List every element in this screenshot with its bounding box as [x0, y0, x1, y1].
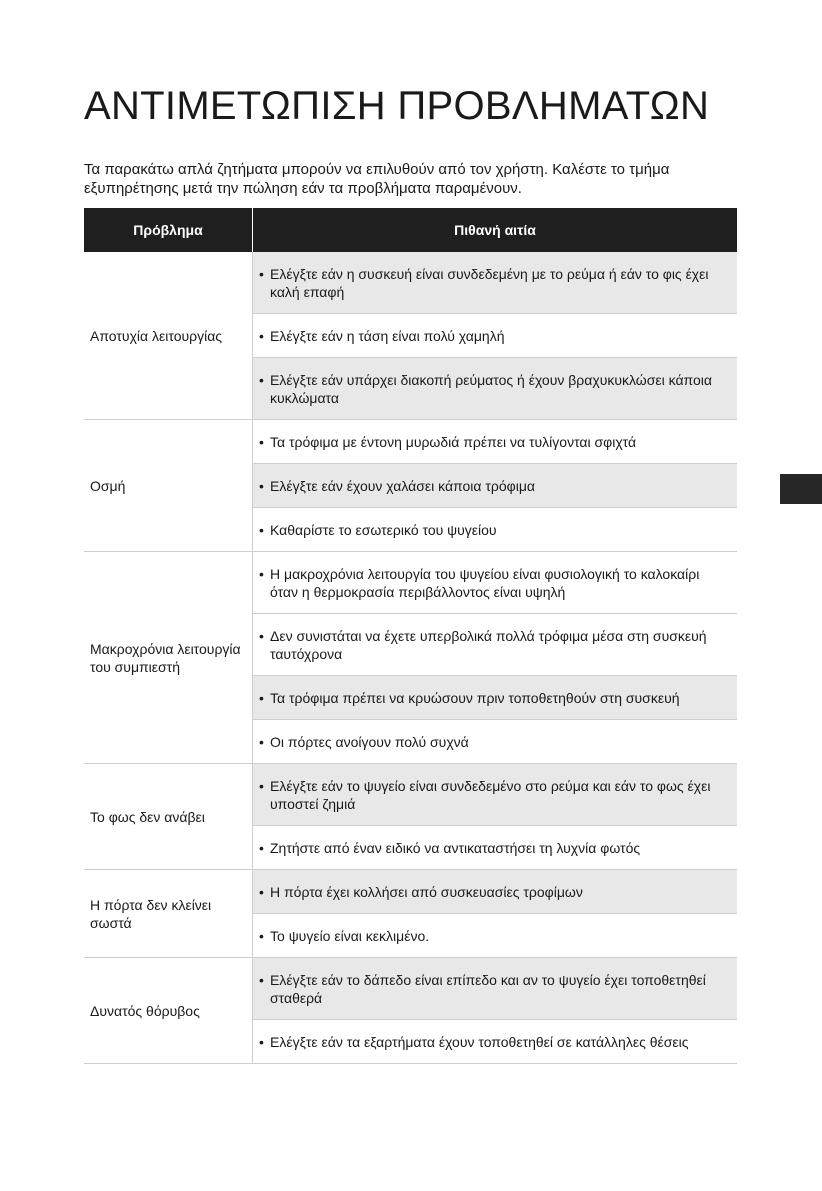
bullet-marker: • — [259, 883, 264, 900]
cause-text: Ελέγξτε εάν υπάρχει διακοπή ρεύματος ή έχουν βραχυκυκλώσει κάποια κυκλώματα — [270, 371, 712, 406]
bullet-marker: • — [259, 927, 264, 944]
bullet-marker: • — [259, 477, 264, 494]
cause-text: Ελέγξτε εάν το δάπεδο είναι επίπεδο και αν το ψυγείο έχει τοποθετηθεί σταθερά — [270, 971, 706, 1006]
header-possible-cause: Πιθανή αιτία — [253, 208, 738, 252]
cause-text: Η μακροχρόνια λειτουργία του ψυγείου είναι φυσιολογική το καλοκαίρι όταν η θερμοκρασία περιβάλλοντος είναι υψηλή — [270, 565, 700, 600]
cause-text: Δεν συνιστάται να έχετε υπερβολικά πολλά τρόφιμα μέσα στη συσκευή ταυτόχρονα — [270, 627, 707, 662]
cause-text: Το ψυγείο είναι κεκλιμένο. — [270, 927, 430, 944]
cause-cell — [253, 870, 738, 914]
cause-text: Τα τρόφιμα πρέπει να κρυώσουν πριν τοποθετηθούν στη συσκευή — [270, 689, 680, 706]
cause-cell — [253, 508, 738, 552]
troubleshooting-table — [84, 208, 737, 1064]
bullet-marker: • — [259, 371, 264, 388]
table-row — [84, 870, 737, 914]
page-title: ΑΝΤΙΜΕΤΩΠΙΣΗ ΠΡΟΒΛΗΜΑΤΩΝ — [84, 84, 710, 128]
cause-text: Ελέγξτε εάν το ψυγείο είναι συνδεδεμένο στο ρεύμα και εάν το φως έχει υποστεί ζημιά — [270, 777, 711, 812]
problem-cell: Η πόρτα δεν κλείνει σωστά — [84, 870, 253, 958]
problem-cell: Αποτυχία λειτουργίας — [84, 252, 253, 420]
cause-cell — [253, 826, 738, 870]
cause-text: Ελέγξτε εάν η συσκευή είναι συνδεδεμένη με το ρεύμα ή εάν το φις έχει καλή επαφή — [270, 265, 709, 300]
table-row — [84, 420, 737, 464]
cause-text: Τα τρόφιμα με έντονη μυρωδιά πρέπει να τυλίγονται σφιχτά — [270, 433, 637, 450]
cause-cell — [253, 764, 738, 826]
bullet-marker: • — [259, 521, 264, 538]
cause-cell — [253, 420, 738, 464]
bullet-marker: • — [259, 971, 264, 988]
problem-cell: Δυνατός θόρυβος — [84, 958, 253, 1064]
cause-cell — [253, 676, 738, 720]
bullet-marker: • — [259, 265, 264, 282]
problem-cell: Το φως δεν ανάβει — [84, 764, 253, 870]
intro-paragraph: Τα παρακάτω απλά ζητήματα μπορούν να επιλυθούν από τον χρήστη. Καλέστε το τμήμα εξυπηρέτησης μετά την πώληση εάν τα προβλήματα παραμένουν. — [84, 161, 670, 197]
cause-text: Η πόρτα έχει κολλήσει από συσκευασίες τροφίμων — [270, 883, 583, 900]
table-header-row — [84, 208, 737, 252]
table-row — [84, 252, 737, 314]
bullet-marker: • — [259, 433, 264, 450]
header-problem: Πρόβλημα — [84, 208, 253, 252]
table-row — [84, 764, 737, 826]
cause-cell — [253, 552, 738, 614]
bullet-marker: • — [259, 839, 264, 856]
cause-text: Ελέγξτε εάν η τάση είναι πολύ χαμηλή — [270, 327, 505, 344]
bullet-marker: • — [259, 627, 264, 644]
bullet-marker: • — [259, 689, 264, 706]
cause-cell — [253, 914, 738, 958]
cause-text: Οι πόρτες ανοίγουν πολύ συχνά — [270, 733, 469, 750]
bullet-marker: • — [259, 327, 264, 344]
problem-cell: Οσμή — [84, 420, 253, 552]
cause-cell — [253, 958, 738, 1020]
problem-cell: Μακροχρόνια λειτουργία του συμπιεστή — [84, 552, 253, 764]
cause-text: Ελέγξτε εάν έχουν χαλάσει κάποια τρόφιμα — [270, 477, 536, 494]
cause-cell — [253, 252, 738, 314]
cause-cell — [253, 614, 738, 676]
bullet-marker: • — [259, 777, 264, 794]
cause-cell — [253, 314, 738, 358]
cause-cell — [253, 358, 738, 420]
bullet-marker: • — [259, 1033, 264, 1050]
cause-cell — [253, 720, 738, 764]
cause-cell — [253, 1020, 738, 1064]
bullet-marker: • — [259, 733, 264, 750]
table-row — [84, 958, 737, 1020]
section-tab-marker — [780, 474, 822, 504]
bullet-marker: • — [259, 565, 264, 582]
cause-text: Ζητήστε από έναν ειδικό να αντικαταστήσει τη λυχνία φωτός — [270, 839, 641, 856]
cause-text: Ελέγξτε εάν τα εξαρτήματα έχουν τοποθετηθεί σε κατάλληλες θέσεις — [270, 1033, 689, 1050]
table-row — [84, 552, 737, 614]
cause-cell — [253, 464, 738, 508]
cause-text: Καθαρίστε το εσωτερικό του ψυγείου — [270, 521, 497, 538]
